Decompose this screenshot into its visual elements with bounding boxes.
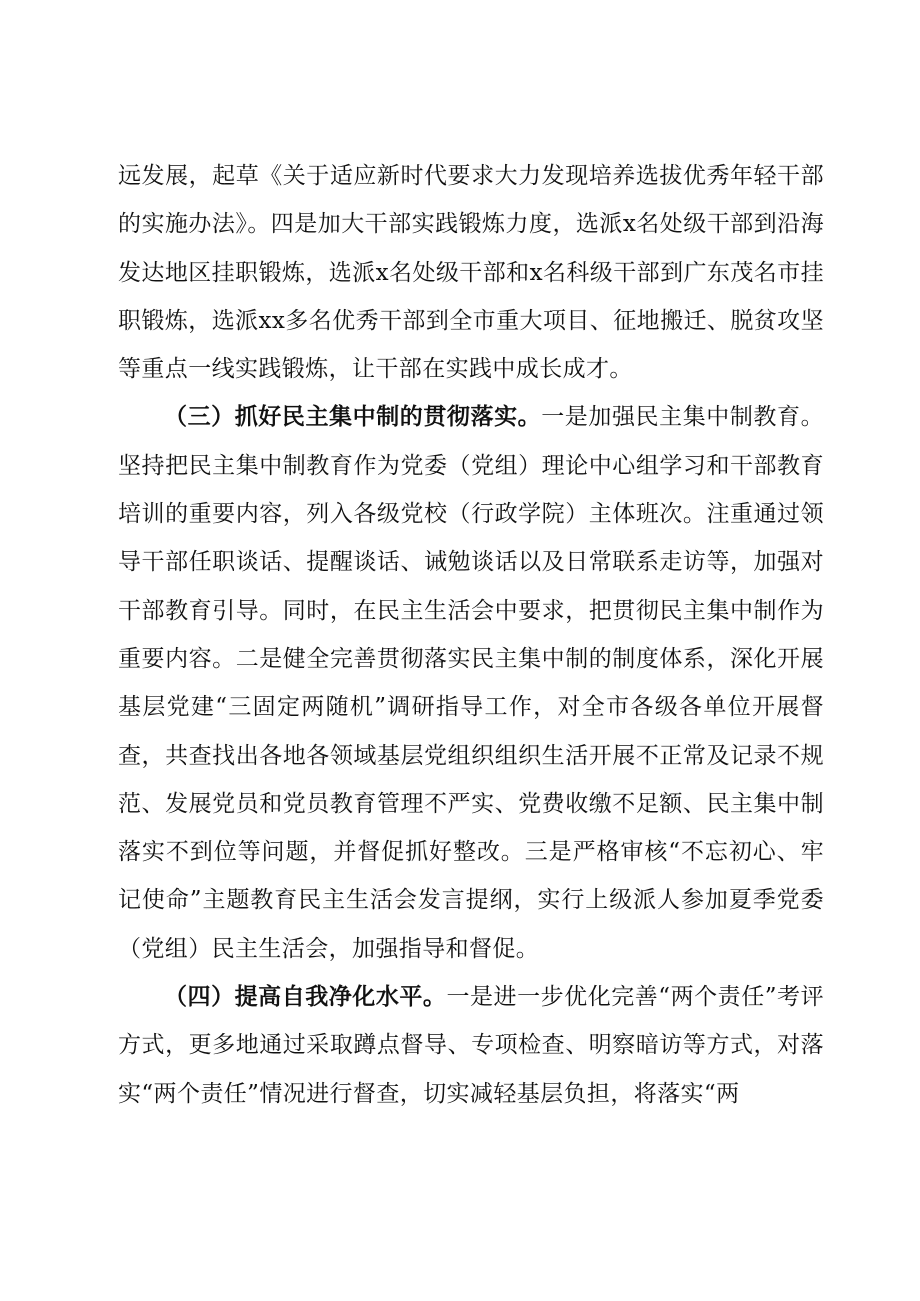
paragraph-text: 远发展，起草《关于适应新时代要求大力发现培养选拔优秀年轻干部的实施办法》。四是加大干部实践锻炼力度，选派x名处级干部到沿海发达地区挂职锻炼，选派x名处级干部和x名科级干部到广东茂名市挂职锻炼，选派xx多名优秀干部到全市重大项目、征地搬迁、脱贫攻坚等重点一线实践锻炼，让干部在实践中成长成才。 (118, 163, 824, 383)
paragraph-continuation (118, 152, 824, 393)
section-heading: （三）抓好民主集中制的贯彻落实。 (164, 403, 542, 431)
paragraph-section-four (118, 973, 824, 1118)
paragraph-section-three (118, 393, 824, 973)
paragraph-text: 一是加强民主集中制教育。坚持把民主集中制教育作为党委（党组）理论中心组学习和干部教育培训的重要内容，列入各级党校（行政学院）主体班次。注重通过领导干部任职谈话、提醒谈话、诫勉谈话以及日常联系走访等，加强对干部教育引导。同时，在民主生活会中要求，把贯彻民主集中制作为重要内容。二是健全完善贯彻落实民主集中制的制度体系，深化开展基层党建“三固定两随机”调研指导工作，对全市各级各单位开展督查，共查找出各地各领域基层党组织组织生活开展不正常及记录不规范、发展党员和党员教育管理不严实、党费收缴不足额、民主集中制落实不到位等问题，并督促抓好整改。三是严格审核“不忘初心、牢记使命”主题教育民主生活会发言提纲，实行上级派人参加夏季党委（党组）民主生活会，加强指导和督促。 (118, 404, 824, 962)
section-heading: （四）提高自我净化水平。 (164, 983, 447, 1011)
paragraph-text: 一是进一步优化完善“两个责任”考评方式，更多地通过采取蹲点督导、专项检查、明察暗访等方式，对落实“两个责任”情况进行督查，切实减轻基层负担，将落实“两 (118, 984, 824, 1107)
document-body (118, 152, 824, 1118)
